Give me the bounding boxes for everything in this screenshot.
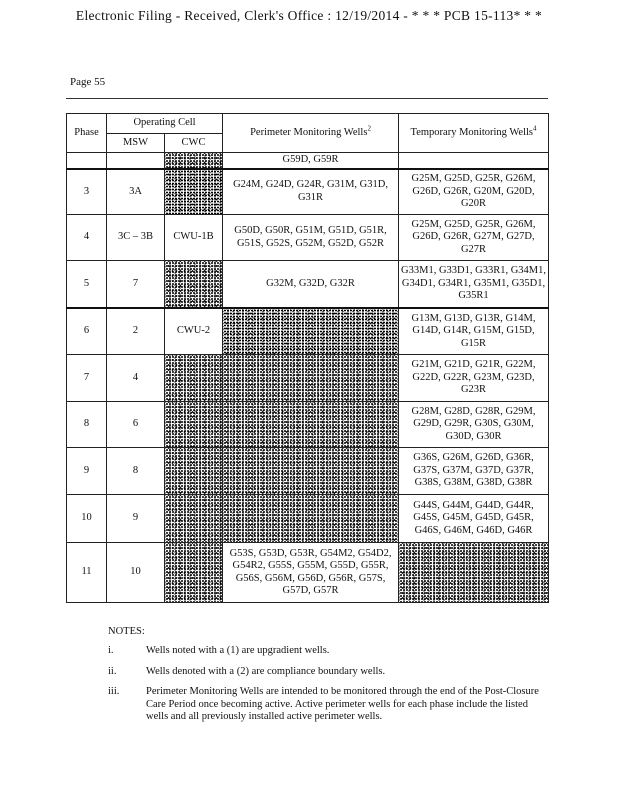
- note-text: Perimeter Monitoring Wells are intended to be monitored through the end of the Post-Closure Care Period once becoming active. Active perimeter wells for each phase include the listed wells and all previously installed active perimeter wells.: [146, 686, 539, 722]
- note-number: iii.: [108, 686, 120, 697]
- cwc-cell: CWU-2: [165, 308, 223, 355]
- msw-cell: 8: [107, 448, 165, 495]
- notes-title: NOTES:: [108, 626, 145, 637]
- perimeter-cell: [223, 355, 399, 402]
- cwc-cell: [165, 495, 223, 543]
- cwc-cell: [165, 261, 223, 308]
- phase-cell: 8: [67, 402, 107, 448]
- temporary-header-sup: 4: [533, 124, 537, 133]
- table-row: [67, 215, 549, 261]
- temporary-header: [399, 114, 549, 153]
- msw-header: MSW: [107, 134, 165, 153]
- notes-section: [108, 626, 548, 724]
- note-number: ii.: [108, 665, 117, 677]
- msw-cell: 3A: [107, 169, 165, 215]
- cwc-cell: CWU-1B: [165, 215, 223, 261]
- cwc-cell: [165, 448, 223, 495]
- perimeter-cell: [223, 308, 399, 355]
- msw-cell: 3C – 3B: [107, 215, 165, 261]
- phase-header: Phase: [67, 114, 107, 153]
- msw-cell: 4: [107, 355, 165, 402]
- perimeter-header-label: Perimeter Monitoring Wells: [250, 126, 368, 138]
- table-row: [67, 153, 549, 169]
- table-row: [67, 308, 549, 355]
- perimeter-cell: [223, 448, 399, 495]
- perimeter-cell: [223, 402, 399, 448]
- temporary-header-label: Temporary Monitoring Wells: [410, 126, 533, 138]
- note-text: Wells denoted with a (2) are compliance boundary wells.: [146, 665, 386, 677]
- monitoring-wells-table: [66, 113, 549, 603]
- temporary-cell: G21M, G21D, G21R, G22M, G22D, G22R, G23M, G23D, G23R: [399, 355, 549, 402]
- table-row: [67, 169, 549, 215]
- phase-cell: 6: [67, 308, 107, 355]
- cwc-cell: [165, 355, 223, 402]
- phase-cell: 10: [67, 495, 107, 543]
- operating-cell-header: Operating Cell: [107, 114, 223, 134]
- note-text: Wells noted with a (1) are upgradient wells.: [146, 645, 330, 656]
- note-item: [108, 686, 548, 724]
- note-number: i.: [108, 645, 114, 656]
- perimeter-cell: G59D, G59R: [223, 153, 399, 169]
- perimeter-cell: G50D, G50R, G51M, G51D, G51R, G51S, G52S, G52M, G52D, G52R: [223, 215, 399, 261]
- perimeter-cell: G32M, G32D, G32R: [223, 261, 399, 308]
- table-row: [67, 448, 549, 495]
- temporary-cell: G25M, G25D, G25R, G26M, G26D, G26R, G27M, G27D, G27R: [399, 215, 549, 261]
- temporary-cell: G28M, G28D, G28R, G29M, G29D, G29R, G30S, G30M, G30D, G30R: [399, 402, 549, 448]
- phase-cell: 9: [67, 448, 107, 495]
- table-row: [67, 495, 549, 543]
- msw-cell: 7: [107, 261, 165, 308]
- phase-cell: 7: [67, 355, 107, 402]
- temporary-cell: G25M, G25D, G25R, G26M, G26D, G26R, G20M, G20D, G20R: [399, 169, 549, 215]
- table-row: [67, 355, 549, 402]
- filing-header: Electronic Filing - Received, Clerk's Office : 12/19/2014 - * * * PCB 15-113* * *: [75, 8, 543, 23]
- note-item: [108, 645, 548, 658]
- perimeter-cell: G24M, G24D, G24R, G31M, G31D, G31R: [223, 169, 399, 215]
- temporary-cell: G44S, G44M, G44D, G44R, G45S, G45M, G45D, G45R, G46S, G46M, G46D, G46R: [399, 495, 549, 543]
- phase-cell: 11: [67, 543, 107, 603]
- msw-cell: 10: [107, 543, 165, 603]
- cwc-header: CWC: [165, 134, 223, 153]
- temporary-cell: G13M, G13D, G13R, G14M, G14D, G14R, G15M, G15D, G15R: [399, 308, 549, 355]
- temporary-cell: [399, 543, 549, 603]
- cwc-cell: [165, 402, 223, 448]
- perimeter-cell: [223, 495, 399, 543]
- header-rule: [66, 98, 548, 99]
- phase-cell: 4: [67, 215, 107, 261]
- temporary-cell: G33M1, G33D1, G33R1, G34M1, G34D1, G34R1, G35M1, G35D1, G35R1: [399, 261, 549, 308]
- phase-cell: 5: [67, 261, 107, 308]
- msw-cell: 9: [107, 495, 165, 543]
- msw-cell: 2: [107, 308, 165, 355]
- msw-cell: 6: [107, 402, 165, 448]
- perimeter-header-sup: 2: [367, 124, 371, 133]
- temporary-cell: G36S, G26M, G26D, G36R, G37S, G37M, G37D, G37R, G38S, G38M, G38D, G38R: [399, 448, 549, 495]
- phase-cell: 3: [67, 169, 107, 215]
- perimeter-cell: G53S, G53D, G53R, G54M2, G54D2, G54R2, G55S, G55M, G55D, G55R, G56S, G56M, G56D, G56R, G57S, G57D, G57R: [223, 543, 399, 603]
- table-row: [67, 261, 549, 308]
- note-item: [108, 666, 548, 679]
- table-row: [67, 402, 549, 448]
- cwc-cell: [165, 169, 223, 215]
- perimeter-header: [223, 114, 399, 153]
- cwc-cell: [165, 543, 223, 603]
- table-row: [67, 543, 549, 603]
- page-label: Page 55: [70, 76, 106, 88]
